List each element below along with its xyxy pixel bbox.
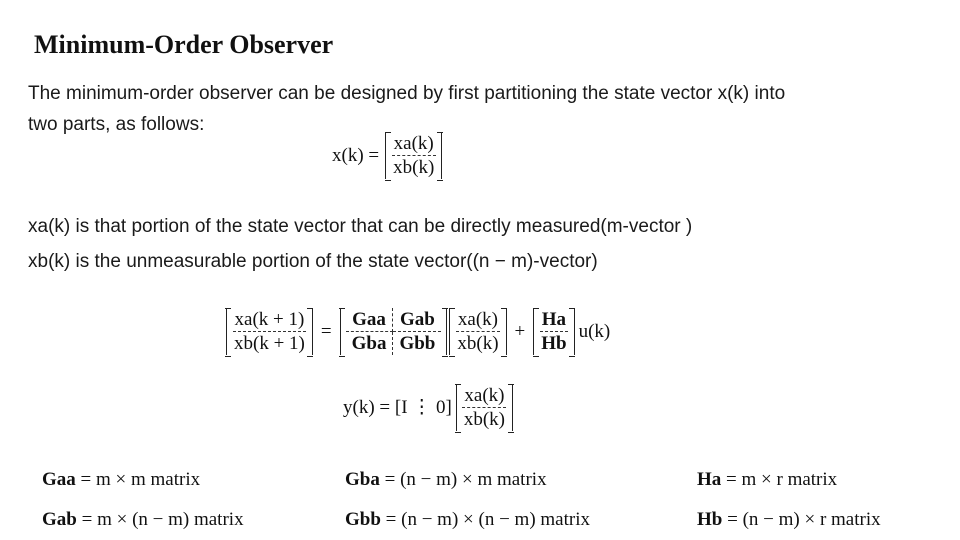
state-top: xa(k) bbox=[457, 309, 498, 330]
partition-lhs: x(k) = bbox=[332, 144, 380, 166]
output-equation bbox=[343, 384, 513, 431]
partition-bottom: xb(k) bbox=[393, 157, 435, 178]
def-gba bbox=[345, 469, 547, 491]
lhs-top: xa(k + 1) bbox=[234, 309, 305, 330]
lhs-bottom: xb(k + 1) bbox=[234, 333, 305, 354]
h-bottom: Hb bbox=[541, 333, 567, 354]
def-hb-symbol: Hb bbox=[697, 509, 723, 530]
def-hb bbox=[697, 509, 881, 531]
output-bottom: xb(k) bbox=[463, 409, 506, 430]
partition-equation bbox=[332, 132, 442, 179]
xb-description: xb(k) is the unmeasurable portion of the state vector((n − m)-vector) bbox=[28, 251, 598, 272]
def-ha-text: = m × r matrix bbox=[726, 469, 838, 490]
state-vector bbox=[449, 308, 506, 355]
def-hb-text: = (n − m) × r matrix bbox=[727, 509, 881, 530]
intro-line-1: The minimum-order observer can be designed by first partitioning the state vector x(k) into bbox=[28, 83, 786, 104]
h-top: Ha bbox=[541, 309, 567, 330]
def-gbb-symbol: Gbb bbox=[345, 509, 381, 530]
def-ha bbox=[697, 469, 837, 491]
equals-sign: = bbox=[320, 320, 332, 342]
output-vector bbox=[456, 384, 513, 431]
h-matrix bbox=[533, 308, 574, 355]
state-bottom: xb(k) bbox=[457, 333, 499, 354]
def-gab-symbol: Gab bbox=[42, 509, 77, 530]
state-equation bbox=[226, 308, 610, 355]
state-lhs-vector bbox=[226, 308, 313, 355]
g-bb: Gbb bbox=[399, 333, 436, 354]
def-gba-symbol: Gba bbox=[345, 469, 380, 490]
g-aa: Gaa bbox=[346, 308, 394, 332]
partition-vector bbox=[385, 132, 442, 179]
def-gab-text: = m × (n − m) matrix bbox=[81, 509, 244, 530]
plus-sign: + bbox=[514, 320, 526, 342]
def-gba-text: = (n − m) × m matrix bbox=[384, 469, 547, 490]
page-title: Minimum-Order Observer bbox=[34, 30, 334, 59]
def-ha-symbol: Ha bbox=[697, 469, 722, 490]
g-ba: Gba bbox=[346, 332, 394, 355]
def-gbb bbox=[345, 509, 590, 531]
output-lhs: y(k) = [I ⋮ 0] bbox=[343, 397, 452, 418]
g-ab: Gab bbox=[393, 308, 441, 332]
def-gaa-text: = m × m matrix bbox=[80, 469, 201, 490]
def-gaa-symbol: Gaa bbox=[42, 469, 76, 490]
def-gbb-text: = (n − m) × (n − m) matrix bbox=[385, 509, 590, 530]
output-top: xa(k) bbox=[464, 385, 505, 406]
def-gaa bbox=[42, 469, 200, 491]
partition-top: xa(k) bbox=[393, 133, 434, 154]
xa-description: xa(k) is that portion of the state vector that can be directly measured(m-vector ) bbox=[28, 216, 693, 237]
intro-line-2: two parts, as follows: bbox=[28, 114, 205, 135]
input-term: u(k) bbox=[578, 320, 611, 342]
def-gab bbox=[42, 509, 244, 531]
g-matrix bbox=[340, 308, 448, 355]
